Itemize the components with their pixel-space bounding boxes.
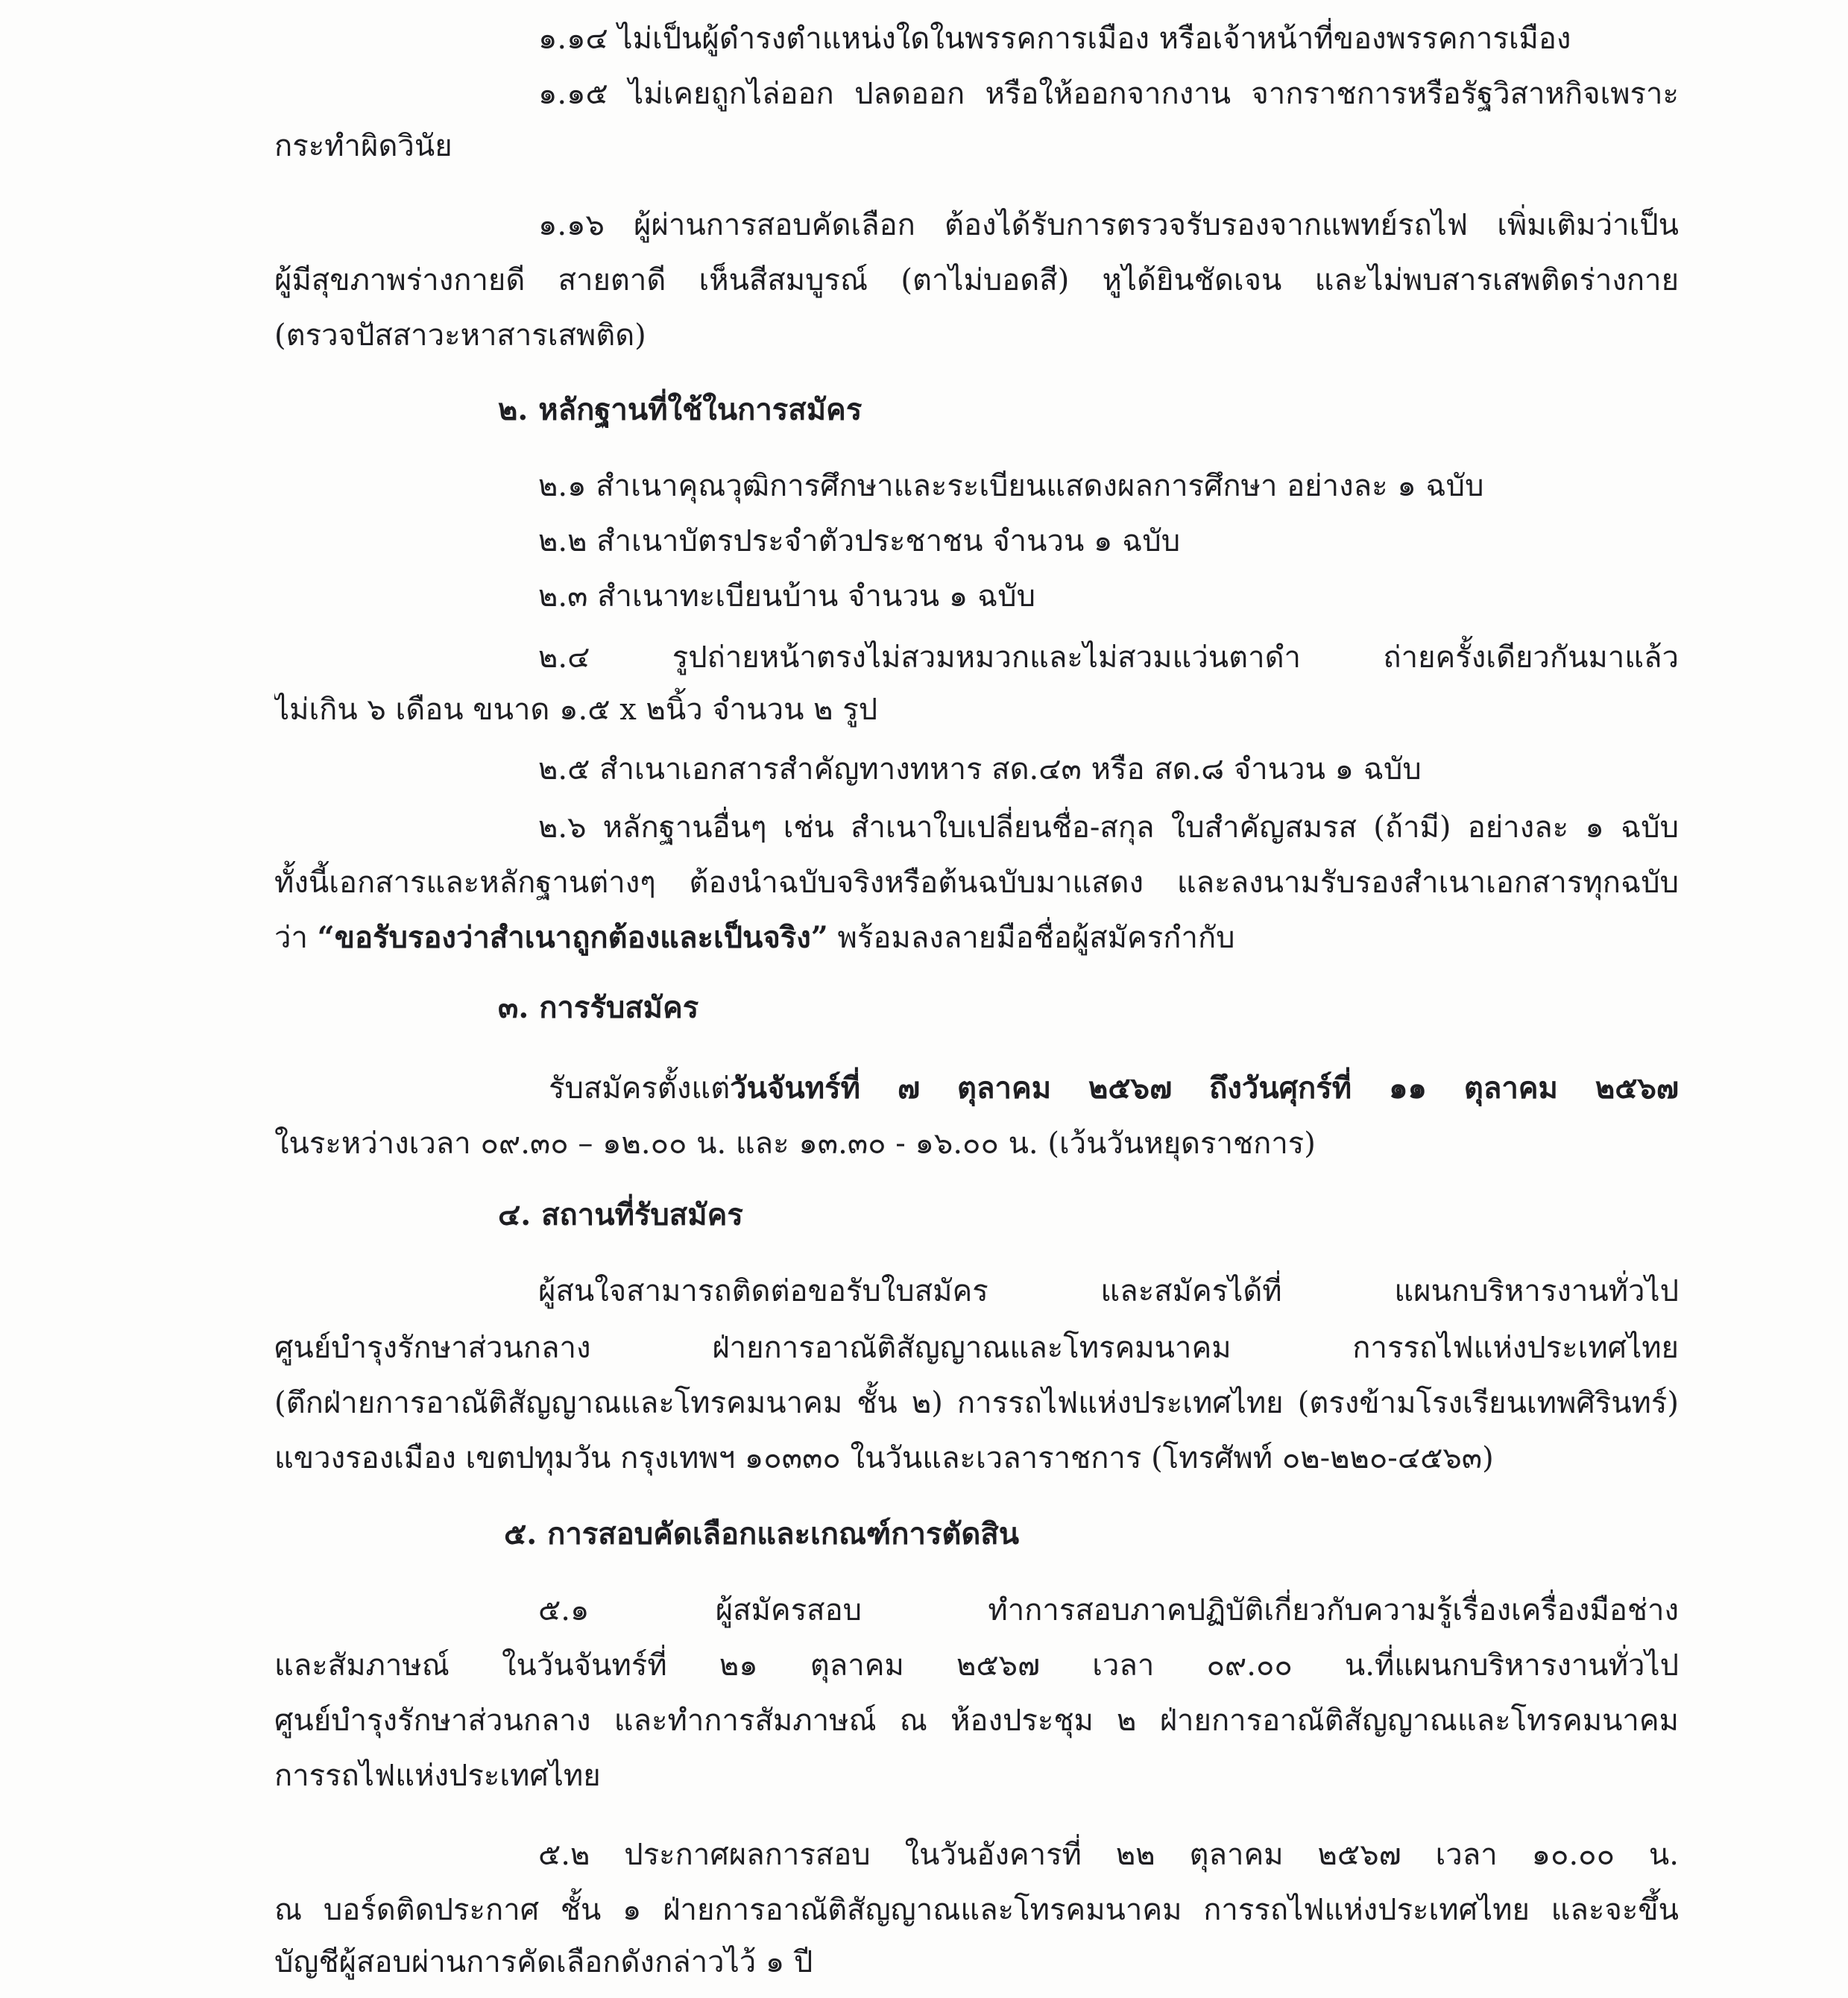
clause-1-16-line-1: ๑.๑๖ ผู้ผ่านการสอบคัดเลือก ต้องได้รับการตรวจรับรองจากแพทย์รถไฟ เพิ่มเติมว่าเป็น [538,208,1679,242]
clause-1-16-line-2: ผู้มีสุขภาพร่างกายดี สายตาดี เห็นสีสมบูรณ์ (ตาไม่บอดสี) หูได้ยินชัดเจน และไม่พบสารเสพติดร่างกาย [274,263,1679,297]
clause-2-5: ๒.๕ สำเนาเอกสารสำคัญทางทหาร สด.๔๓ หรือ สด.๘ จำนวน ๑ ฉบับ [538,752,1422,787]
clause-1-15-line-1: ๑.๑๕ ไม่เคยถูกไล่ออก ปลดออก หรือให้ออกจากงาน จากราชการหรือรัฐวิสาหกิจเพราะ [538,77,1679,111]
clause-5-2-line-1: ๕.๒ ประกาศผลการสอบ ในวันอังคารที่ ๒๒ ตุลาคม ๒๕๖๗ เวลา ๑๐.๐๐ น. [538,1838,1679,1872]
section-2-heading: ๒. หลักฐานที่ใช้ในการสมัคร [498,392,862,427]
clause-5-1-line-2: และสัมภาษณ์ ในวันจันทร์ที่ ๒๑ ตุลาคม ๒๕๖๗ เวลา ๐๙.๐๐ น.ที่แผนกบริหารงานทั่วไป [274,1648,1679,1683]
clause-5-2-line-3: บัญชีผู้สอบผ่านการคัดเลือกดังกล่าวไว้ ๑ ปี [274,1945,813,1979]
certification-phrase: “ขอรับรองว่าสำเนาถูกต้องและเป็นจริง” [317,920,828,955]
application-period-prefix: รับสมัครตั้งแต่ [549,1071,731,1106]
clause-5-1-line-1: ๕.๑ ผู้สมัครสอบ ทำการสอบภาคปฏิบัติเกี่ยวกับความรู้เรื่องเครื่องมือช่าง [538,1593,1679,1627]
section-3-heading: ๓. การรับสมัคร [498,990,699,1025]
clause-1-16-line-3: (ตรวจปัสสาวะหาสารเสพติด) [274,318,646,353]
section-4-heading: ๔. สถานที่รับสมัคร [498,1197,743,1232]
clause-5-1-line-4: การรถไฟแห่งประเทศไทย [274,1759,601,1793]
clause-5-1-line-3: ศูนย์บำรุงรักษาส่วนกลาง และทำการสัมภาษณ์ ณ ห้องประชุม ๒ ฝ่ายการอาณัติสัญญาณและโทรคมนาคม [274,1704,1679,1738]
clause-5-2-line-2: ณ บอร์ดติดประกาศ ชั้น ๑ ฝ่ายการอาณัติสัญญาณและโทรคมนาคม การรถไฟแห่งประเทศไทย และจะขึ้น [274,1893,1679,1927]
clause-2-4-line-1: ๒.๔ รูปถ่ายหน้าตรงไม่สวมหมวกและไม่สวมแว่นตาดำ ถ่ายครั้งเดียวกันมาแล้ว [538,640,1679,675]
section-4-line-1: ผู้สนใจสามารถติดต่อขอรับใบสมัคร และสมัครได้ที่ แผนกบริหารงานทั่วไป [538,1274,1679,1308]
clause-1-14: ๑.๑๔ ไม่เป็นผู้ดำรงตำแหน่งใดในพรรคการเมือง หรือเจ้าหน้าที่ของพรรคการเมือง [538,22,1571,56]
section-3-line-1 [549,1066,1679,1111]
clause-2-3: ๒.๓ สำเนาทะเบียนบ้าน จำนวน ๑ ฉบับ [538,579,1035,614]
clause-2-6-line-1: ๒.๖ หลักฐานอื่นๆ เช่น สำเนาใบเปลี่ยนชื่อ-สกุล ใบสำคัญสมรส (ถ้ามี) อย่างละ ๑ ฉบับ [538,810,1679,845]
clause-2-6-line-2: ทั้งนี้เอกสารและหลักฐานต่างๆ ต้องนำฉบับจริงหรือต้นฉบับมาแสดง และลงนามรับรองสำเนาเอกสารทุกฉบับ [274,866,1679,900]
section-5-heading: ๕. การสอบคัดเลือกและเกณฑ์การตัดสิน [504,1516,1020,1551]
clause-2-4-line-2: ไม่เกิน ๖ เดือน ขนาด ๑.๕ x ๒นิ้ว จำนวน ๒ รูป [274,693,878,727]
clause-2-1: ๒.๑ สำเนาคุณวุฒิการศึกษาและระเบียนแสดงผลการศึกษา อย่างละ ๑ ฉบับ [538,469,1484,503]
section-3-line-2: ในระหว่างเวลา ๐๙.๓๐ – ๑๒.๐๐ น. และ ๑๓.๓๐ - ๑๖.๐๐ น. (เว้นวันหยุดราชการ) [274,1126,1316,1161]
clause-2-6-prefix: ว่า [274,921,318,955]
clause-2-6-line-3 [274,916,1616,960]
clause-1-15-line-2: กระทำผิดวินัย [274,129,452,163]
clause-2-2: ๒.๒ สำเนาบัตรประจำตัวประชาชน จำนวน ๑ ฉบับ [538,524,1181,558]
section-4-line-3: (ตึกฝ่ายการอาณัติสัญญาณและโทรคมนาคม ชั้น ๒) การรถไฟแห่งประเทศไทย (ตรงข้ามโรงเรียนเทพศิรินทร์) [274,1386,1679,1420]
section-4-line-2: ศูนย์บำรุงรักษาส่วนกลาง ฝ่ายการอาณัติสัญญาณและโทรคมนาคม การรถไฟแห่งประเทศไทย [274,1331,1679,1365]
section-4-line-4: แขวงรองเมือง เขตปทุมวัน กรุงเทพฯ ๑๐๓๓๐ ในวันและเวลาราชการ (โทรศัพท์ ๐๒-๒๒๐-๔๕๖๓) [274,1441,1494,1475]
application-period-dates: วันจันทร์ที่ ๗ ตุลาคม ๒๕๖๗ ถึงวันศุกร์ที่ ๑๑ ตุลาคม ๒๕๖๗ [730,1071,1679,1106]
clause-2-6-suffix: พร้อมลงลายมือชื่อผู้สมัครกำกับ [827,921,1235,955]
